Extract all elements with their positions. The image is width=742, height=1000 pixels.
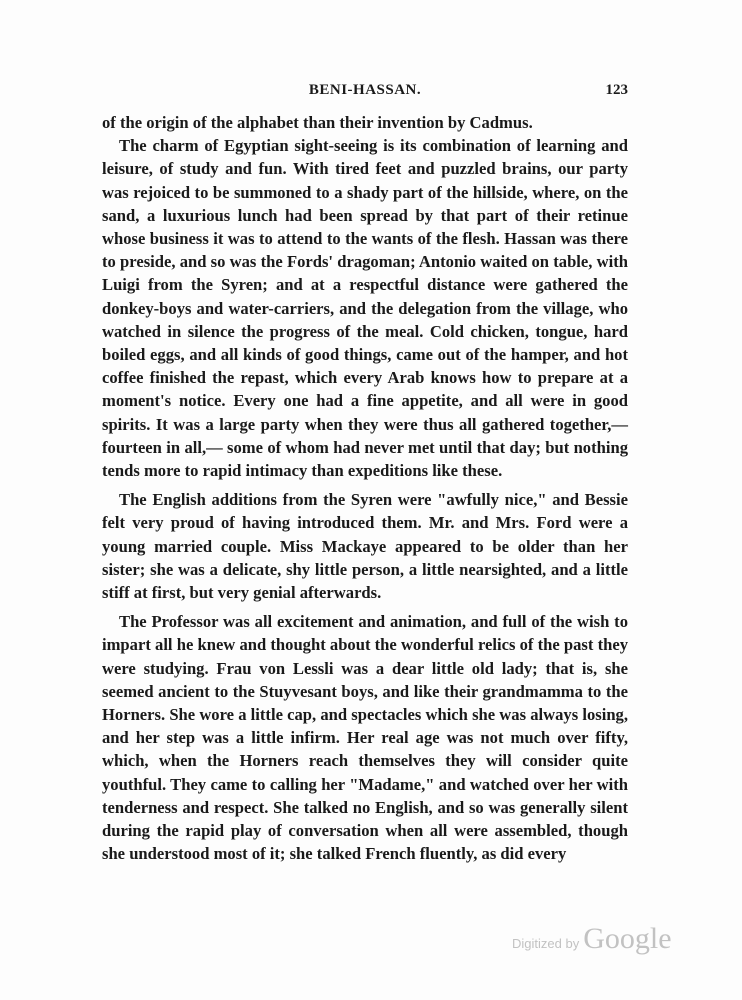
running-title: BENI-HASSAN. (308, 82, 422, 98)
paragraph-sight-seeing: The charm of Egyptian sight-seeing is its combination of learning and leisure, of study and fun. With tired feet and puzzled brains, our party was rejoiced to be summoned to a shady part of the hillside, where, on the sand, a luxurious lunch had been spread by that part of their retinue whose business it was to attend to the wants of the flesh. Hassan was there to preside, and so was the Fords' dragoman; Antonio waited on table, with Luigi from the Syren; and at a respectful distance were gathered the donkey-boys and water-carriers, and the delegation from the village, who watched in silence the progress of the meal. Cold chicken, tongue, hard boiled eggs, and all kinds of good things, came out of the hamper, and hot coffee finished the repast, which every Arab knows how to prepare at a moment's notice. Every one had a fine appetite, and all were in good spirits. It was a large party when they were thus all gathered together,— fourteen in all,— some of whom had never met until that day; but nothing tends more to rapid intimacy than expeditions like these. (102, 136, 628, 481)
digitized-watermark (512, 922, 672, 962)
page-number: 123 (605, 82, 628, 98)
paragraph-english-additions: The English additions from the Syren were "awfully nice," and Bessie felt very proud of having introduced them. Mr. and Mrs. Ford were a young married couple. Miss Mackaye appeared to be older than her sister; she was a delicate, shy little person, a little nearsighted, and a little stiff at first, but very genial afterwards. (102, 490, 628, 603)
watermark-prefix: Digitized by (512, 936, 580, 951)
paragraph-continuation: of the origin of the alphabet than their invention by Cadmus. (102, 113, 533, 132)
paragraph-professor: The Professor was all excitement and animation, and full of the wish to impart all he knew and thought about the wonderful relics of the past they were studying. Frau von Lessli was a dear little old lady; that is, she seemed ancient to the Stuyvesant boys, and like their grandmamma to the Horners. She wore a little cap, and spectacles which she was always losing, and her step was a little infirm. Her real age was not much over fifty, which, when the Horners reach themselves they will consider quite youthful. They came to calling her "Madame," and watched over her with tenderness and respect. She talked no English, and so was generally silent during the rapid play of conversation when all were assembled, though she understood most of it; she talked French fluently, as did every (102, 612, 628, 864)
body-text (102, 111, 628, 866)
running-head (102, 82, 628, 104)
google-logo: Google (583, 922, 672, 955)
